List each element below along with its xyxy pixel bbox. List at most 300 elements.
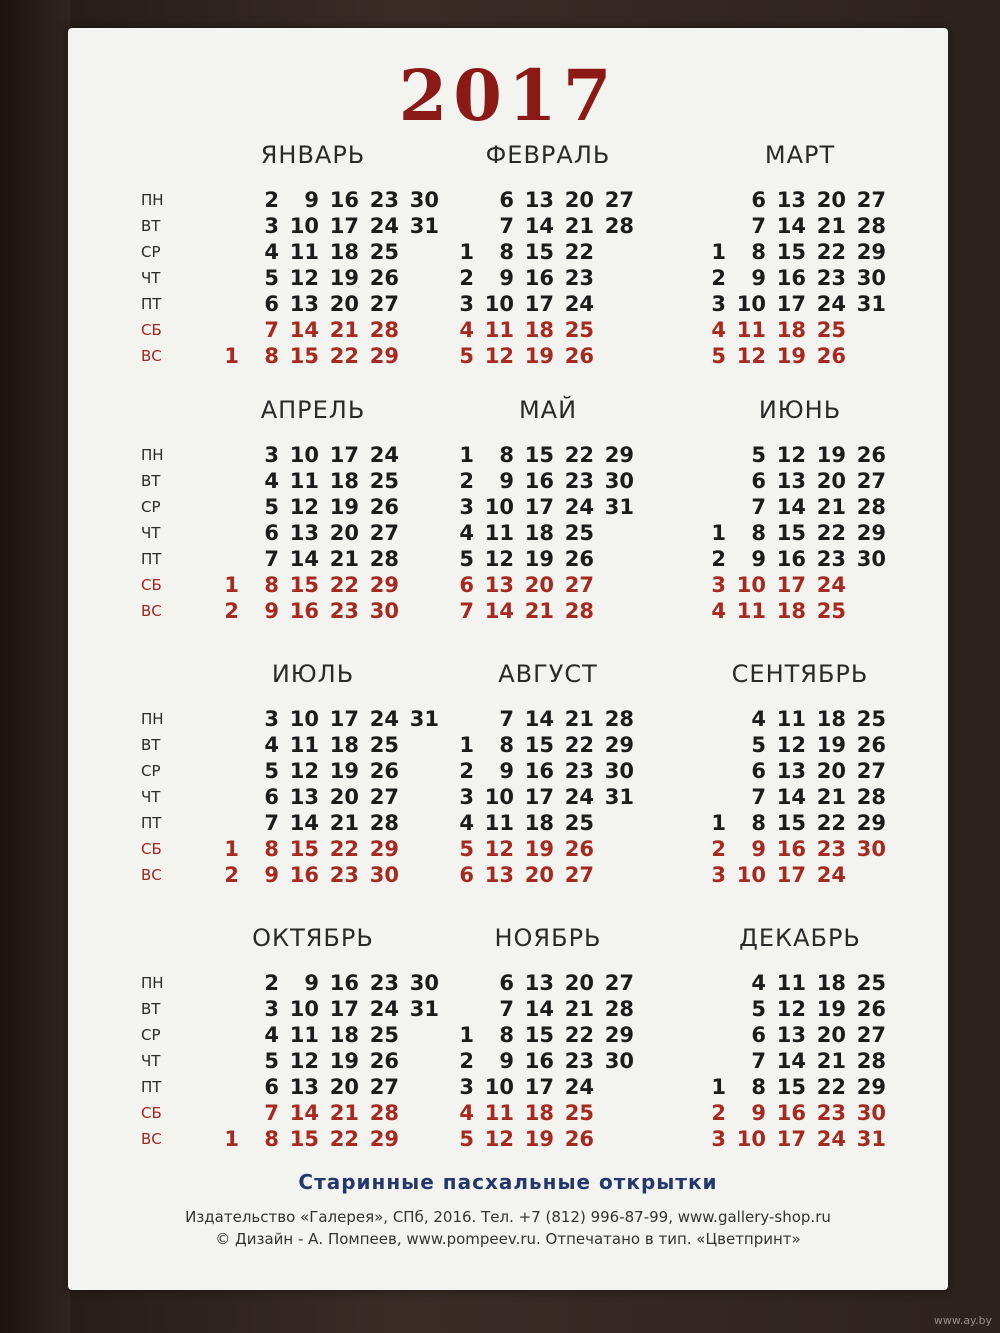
weekday-row <box>203 187 439 213</box>
day-cell: 26 <box>369 759 399 783</box>
day-cell: 24 <box>816 1127 846 1151</box>
day-cell: 17 <box>329 707 359 731</box>
day-cell: 3 <box>459 1075 474 1099</box>
day-cell: 3 <box>459 292 474 316</box>
day-cell: 13 <box>524 188 554 212</box>
day-cell: 11 <box>776 707 806 731</box>
day-cell: 5 <box>459 837 474 861</box>
day-cell: 18 <box>329 733 359 757</box>
day-cell: 29 <box>369 1127 399 1151</box>
day-cell: 12 <box>289 266 319 290</box>
day-cell: 16 <box>289 863 319 887</box>
weekday-row <box>203 1100 439 1126</box>
day-cell: 9 <box>264 863 279 887</box>
day-cell: 17 <box>329 214 359 238</box>
weekday-row <box>438 784 634 810</box>
day-cell: 10 <box>484 495 514 519</box>
day-cell: 1 <box>711 811 726 835</box>
day-cell: 24 <box>564 785 594 809</box>
day-cell: 14 <box>289 547 319 571</box>
day-cell: 20 <box>816 1023 846 1047</box>
weekday-row <box>690 706 886 732</box>
day-cell: 26 <box>369 266 399 290</box>
day-cell: 7 <box>264 547 279 571</box>
day-cell: 9 <box>304 971 319 995</box>
day-cell: 4 <box>711 599 726 623</box>
weekday-row <box>438 996 634 1022</box>
day-cell: 9 <box>304 188 319 212</box>
day-cell: 7 <box>264 318 279 342</box>
day-cell: 16 <box>776 547 806 571</box>
day-cell: 15 <box>776 521 806 545</box>
day-cell: 12 <box>289 1049 319 1073</box>
publisher-info: Издательство «Галерея», СПб, 2016. Тел. +7 (812) 996-87-99, www.gallery-shop.ru <box>185 1208 831 1226</box>
day-cell: 1 <box>711 521 726 545</box>
day-cell: 5 <box>751 443 766 467</box>
day-cell: 8 <box>499 733 514 757</box>
day-cell: 12 <box>484 1127 514 1151</box>
day-cell: 31 <box>409 214 439 238</box>
day-cell: 5 <box>264 1049 279 1073</box>
day-cell: 11 <box>289 469 319 493</box>
day-cell: 29 <box>856 811 886 835</box>
weekday-row <box>690 1022 886 1048</box>
day-cell: 31 <box>856 1127 886 1151</box>
day-cell: 17 <box>524 785 554 809</box>
day-cell: 4 <box>711 318 726 342</box>
day-cell: 11 <box>289 1023 319 1047</box>
weekday-label: ПН <box>141 446 164 464</box>
day-cell: 7 <box>499 997 514 1021</box>
day-cell: 6 <box>499 188 514 212</box>
day-cell: 27 <box>369 785 399 809</box>
day-cell: 14 <box>289 318 319 342</box>
weekday-label: ВС <box>141 866 162 884</box>
day-cell: 15 <box>289 1127 319 1151</box>
weekday-label: СБ <box>141 840 162 858</box>
day-cell: 25 <box>564 521 594 545</box>
weekday-label: ВТ <box>141 1000 161 1018</box>
weekday-row <box>690 598 886 624</box>
day-cell: 16 <box>776 837 806 861</box>
weekday-row <box>690 810 886 836</box>
weekday-row <box>203 239 439 265</box>
weekday-row <box>438 732 634 758</box>
day-cell: 17 <box>524 292 554 316</box>
month-days-grid <box>690 706 886 888</box>
day-cell: 13 <box>484 863 514 887</box>
day-cell: 9 <box>751 837 766 861</box>
month-name: ИЮНЬ <box>758 396 842 424</box>
weekday-row <box>690 836 886 862</box>
day-cell: 11 <box>776 971 806 995</box>
day-cell: 3 <box>711 573 726 597</box>
calendar-card <box>68 28 948 1290</box>
day-cell: 28 <box>856 785 886 809</box>
day-cell: 23 <box>329 599 359 623</box>
day-cell: 27 <box>856 469 886 493</box>
weekday-labels <box>141 706 164 888</box>
day-cell: 11 <box>484 811 514 835</box>
day-cell: 30 <box>369 863 399 887</box>
weekday-label: ВТ <box>141 736 161 754</box>
day-cell: 4 <box>459 521 474 545</box>
day-cell: 21 <box>524 599 554 623</box>
day-cell: 11 <box>484 521 514 545</box>
day-cell: 12 <box>484 344 514 368</box>
day-cell: 29 <box>369 837 399 861</box>
weekday-row <box>203 970 439 996</box>
day-cell: 21 <box>329 318 359 342</box>
weekday-row <box>203 468 399 494</box>
day-cell: 8 <box>499 443 514 467</box>
day-cell: 10 <box>484 292 514 316</box>
day-cell: 2 <box>224 863 239 887</box>
day-cell: 29 <box>604 443 634 467</box>
weekday-row <box>203 1048 439 1074</box>
day-cell: 25 <box>816 318 846 342</box>
weekday-label: ВС <box>141 1130 162 1148</box>
day-cell: 22 <box>564 733 594 757</box>
day-cell: 26 <box>564 837 594 861</box>
day-cell: 28 <box>856 214 886 238</box>
day-cell: 11 <box>484 1101 514 1125</box>
weekday-row <box>690 520 886 546</box>
day-cell: 17 <box>776 573 806 597</box>
day-cell: 8 <box>264 837 279 861</box>
weekday-label: СР <box>141 1026 161 1044</box>
day-cell: 26 <box>856 997 886 1021</box>
day-cell: 16 <box>329 188 359 212</box>
day-cell: 28 <box>856 1049 886 1073</box>
day-cell: 23 <box>564 469 594 493</box>
weekday-row <box>203 706 439 732</box>
day-cell: 29 <box>856 1075 886 1099</box>
day-cell: 30 <box>604 759 634 783</box>
day-cell: 20 <box>564 971 594 995</box>
day-cell: 30 <box>856 837 886 861</box>
day-cell: 11 <box>289 240 319 264</box>
month-name: АВГУСТ <box>498 660 598 688</box>
day-cell: 2 <box>264 188 279 212</box>
weekday-row <box>203 291 439 317</box>
day-cell: 18 <box>524 318 554 342</box>
month-name: ОКТЯБРЬ <box>252 924 374 952</box>
day-cell: 28 <box>369 547 399 571</box>
day-cell: 25 <box>564 1101 594 1125</box>
day-cell: 2 <box>711 1101 726 1125</box>
weekday-row <box>690 317 886 343</box>
day-cell: 8 <box>751 1075 766 1099</box>
day-cell: 21 <box>564 997 594 1021</box>
weekday-label: ЧТ <box>141 269 161 287</box>
day-cell: 18 <box>776 599 806 623</box>
day-cell: 27 <box>369 1075 399 1099</box>
day-cell: 31 <box>604 785 634 809</box>
day-cell: 21 <box>564 214 594 238</box>
day-cell: 24 <box>564 1075 594 1099</box>
weekday-label: СР <box>141 762 161 780</box>
day-cell: 3 <box>711 863 726 887</box>
day-cell: 29 <box>369 344 399 368</box>
day-cell: 11 <box>289 733 319 757</box>
day-cell: 6 <box>751 759 766 783</box>
day-cell: 4 <box>264 240 279 264</box>
day-cell: 28 <box>564 599 594 623</box>
day-cell: 23 <box>564 1049 594 1073</box>
day-cell: 22 <box>329 344 359 368</box>
month-days-grid <box>438 970 634 1152</box>
weekday-row <box>438 1074 634 1100</box>
weekday-row <box>690 213 886 239</box>
day-cell: 11 <box>736 318 766 342</box>
day-cell: 23 <box>369 971 399 995</box>
day-cell: 11 <box>484 318 514 342</box>
weekday-row <box>203 732 439 758</box>
day-cell: 28 <box>369 1101 399 1125</box>
day-cell: 3 <box>459 495 474 519</box>
day-cell: 12 <box>736 344 766 368</box>
weekday-label: СР <box>141 498 161 516</box>
day-cell: 24 <box>369 214 399 238</box>
day-cell: 10 <box>736 573 766 597</box>
day-cell: 31 <box>856 292 886 316</box>
day-cell: 3 <box>264 443 279 467</box>
day-cell: 2 <box>711 266 726 290</box>
month-name: СЕНТЯБРЬ <box>731 660 869 688</box>
day-cell: 6 <box>459 863 474 887</box>
day-cell: 28 <box>369 811 399 835</box>
day-cell: 30 <box>604 469 634 493</box>
day-cell: 27 <box>604 971 634 995</box>
weekday-label: ВС <box>141 347 162 365</box>
day-cell: 27 <box>856 1023 886 1047</box>
weekday-row <box>438 1022 634 1048</box>
day-cell: 14 <box>289 1101 319 1125</box>
day-cell: 15 <box>524 240 554 264</box>
day-cell: 14 <box>289 811 319 835</box>
day-cell: 15 <box>289 837 319 861</box>
day-cell: 19 <box>776 344 806 368</box>
day-cell: 16 <box>289 599 319 623</box>
day-cell: 15 <box>776 240 806 264</box>
weekday-row <box>690 468 886 494</box>
weekday-row <box>203 572 399 598</box>
day-cell: 14 <box>776 785 806 809</box>
weekday-row <box>203 520 399 546</box>
day-cell: 26 <box>856 443 886 467</box>
weekday-row <box>203 784 439 810</box>
day-cell: 28 <box>604 997 634 1021</box>
day-cell: 5 <box>751 733 766 757</box>
day-cell: 23 <box>816 1101 846 1125</box>
day-cell: 4 <box>751 707 766 731</box>
day-cell: 7 <box>499 214 514 238</box>
day-cell: 16 <box>524 266 554 290</box>
day-cell: 8 <box>499 240 514 264</box>
day-cell: 19 <box>524 837 554 861</box>
day-cell: 28 <box>856 495 886 519</box>
day-cell: 9 <box>751 1101 766 1125</box>
month-days-grid <box>203 970 439 1152</box>
day-cell: 17 <box>524 1075 554 1099</box>
day-cell: 27 <box>564 863 594 887</box>
day-cell: 18 <box>524 811 554 835</box>
month-name: НОЯБРЬ <box>494 924 602 952</box>
month-days-grid <box>690 187 886 369</box>
weekday-row <box>690 1126 886 1152</box>
day-cell: 8 <box>751 811 766 835</box>
day-cell: 19 <box>816 997 846 1021</box>
day-cell: 13 <box>776 1023 806 1047</box>
day-cell: 20 <box>816 469 846 493</box>
weekday-row <box>438 291 634 317</box>
day-cell: 10 <box>736 292 766 316</box>
day-cell: 3 <box>264 997 279 1021</box>
day-cell: 16 <box>524 469 554 493</box>
day-cell: 30 <box>856 266 886 290</box>
weekday-row <box>203 758 439 784</box>
day-cell: 22 <box>329 837 359 861</box>
weekday-row <box>203 213 439 239</box>
day-cell: 3 <box>264 707 279 731</box>
day-cell: 7 <box>264 811 279 835</box>
day-cell: 13 <box>776 188 806 212</box>
weekday-row <box>438 572 634 598</box>
day-cell: 15 <box>289 573 319 597</box>
day-cell: 27 <box>369 521 399 545</box>
month-days-grid <box>438 187 634 369</box>
day-cell: 19 <box>816 443 846 467</box>
weekday-row <box>203 265 439 291</box>
day-cell: 15 <box>289 344 319 368</box>
weekday-row <box>438 343 634 369</box>
day-cell: 30 <box>409 971 439 995</box>
day-cell: 2 <box>224 599 239 623</box>
month-name: ИЮЛЬ <box>271 660 355 688</box>
weekday-row <box>690 758 886 784</box>
day-cell: 7 <box>459 599 474 623</box>
day-cell: 4 <box>459 1101 474 1125</box>
weekday-label: ПН <box>141 974 164 992</box>
day-cell: 23 <box>329 863 359 887</box>
day-cell: 27 <box>369 292 399 316</box>
day-cell: 23 <box>369 188 399 212</box>
weekday-row <box>438 265 634 291</box>
day-cell: 18 <box>776 318 806 342</box>
day-cell: 5 <box>711 344 726 368</box>
weekday-label: СБ <box>141 321 162 339</box>
day-cell: 3 <box>459 785 474 809</box>
weekday-row <box>203 810 439 836</box>
day-cell: 5 <box>264 759 279 783</box>
day-cell: 1 <box>224 344 239 368</box>
day-cell: 9 <box>499 266 514 290</box>
day-cell: 26 <box>369 1049 399 1073</box>
day-cell: 1 <box>711 240 726 264</box>
day-cell: 1 <box>459 733 474 757</box>
day-cell: 4 <box>264 469 279 493</box>
day-cell: 26 <box>564 1127 594 1151</box>
day-cell: 22 <box>329 573 359 597</box>
day-cell: 26 <box>564 547 594 571</box>
day-cell: 26 <box>856 733 886 757</box>
weekday-label: СР <box>141 243 161 261</box>
weekday-row <box>203 343 439 369</box>
day-cell: 2 <box>711 837 726 861</box>
day-cell: 25 <box>369 733 399 757</box>
day-cell: 25 <box>369 469 399 493</box>
day-cell: 14 <box>484 599 514 623</box>
day-cell: 19 <box>329 266 359 290</box>
weekday-row <box>438 1048 634 1074</box>
day-cell: 8 <box>264 1127 279 1151</box>
weekday-labels <box>141 187 164 369</box>
day-cell: 1 <box>224 573 239 597</box>
weekday-label: ЧТ <box>141 1052 161 1070</box>
day-cell: 21 <box>816 785 846 809</box>
day-cell: 12 <box>484 547 514 571</box>
weekday-row <box>438 468 634 494</box>
day-cell: 10 <box>289 707 319 731</box>
weekday-row <box>438 187 634 213</box>
day-cell: 1 <box>224 1127 239 1151</box>
day-cell: 3 <box>264 214 279 238</box>
weekday-row <box>203 836 439 862</box>
day-cell: 29 <box>604 1023 634 1047</box>
day-cell: 7 <box>751 495 766 519</box>
day-cell: 2 <box>264 971 279 995</box>
day-cell: 2 <box>459 759 474 783</box>
day-cell: 20 <box>524 573 554 597</box>
day-cell: 24 <box>369 997 399 1021</box>
day-cell: 28 <box>604 707 634 731</box>
weekday-label: ПТ <box>141 814 162 832</box>
day-cell: 23 <box>816 547 846 571</box>
day-cell: 9 <box>264 599 279 623</box>
day-cell: 9 <box>751 266 766 290</box>
month-days-grid <box>690 442 886 624</box>
day-cell: 10 <box>484 1075 514 1099</box>
day-cell: 20 <box>329 1075 359 1099</box>
day-cell: 1 <box>459 240 474 264</box>
day-cell: 30 <box>856 1101 886 1125</box>
weekday-row <box>690 862 886 888</box>
day-cell: 17 <box>776 863 806 887</box>
day-cell: 28 <box>369 318 399 342</box>
weekday-row <box>203 494 399 520</box>
day-cell: 25 <box>564 811 594 835</box>
day-cell: 16 <box>524 759 554 783</box>
weekday-label: ПТ <box>141 1078 162 1096</box>
day-cell: 12 <box>776 997 806 1021</box>
day-cell: 5 <box>459 547 474 571</box>
day-cell: 4 <box>264 733 279 757</box>
day-cell: 9 <box>751 547 766 571</box>
day-cell: 10 <box>289 997 319 1021</box>
day-cell: 8 <box>751 240 766 264</box>
day-cell: 22 <box>329 1127 359 1151</box>
day-cell: 4 <box>459 318 474 342</box>
day-cell: 19 <box>329 1049 359 1073</box>
weekday-row <box>438 520 634 546</box>
day-cell: 7 <box>264 1101 279 1125</box>
day-cell: 22 <box>816 811 846 835</box>
day-cell: 15 <box>776 1075 806 1099</box>
day-cell: 29 <box>369 573 399 597</box>
month-days-grid <box>438 706 634 888</box>
day-cell: 21 <box>816 214 846 238</box>
